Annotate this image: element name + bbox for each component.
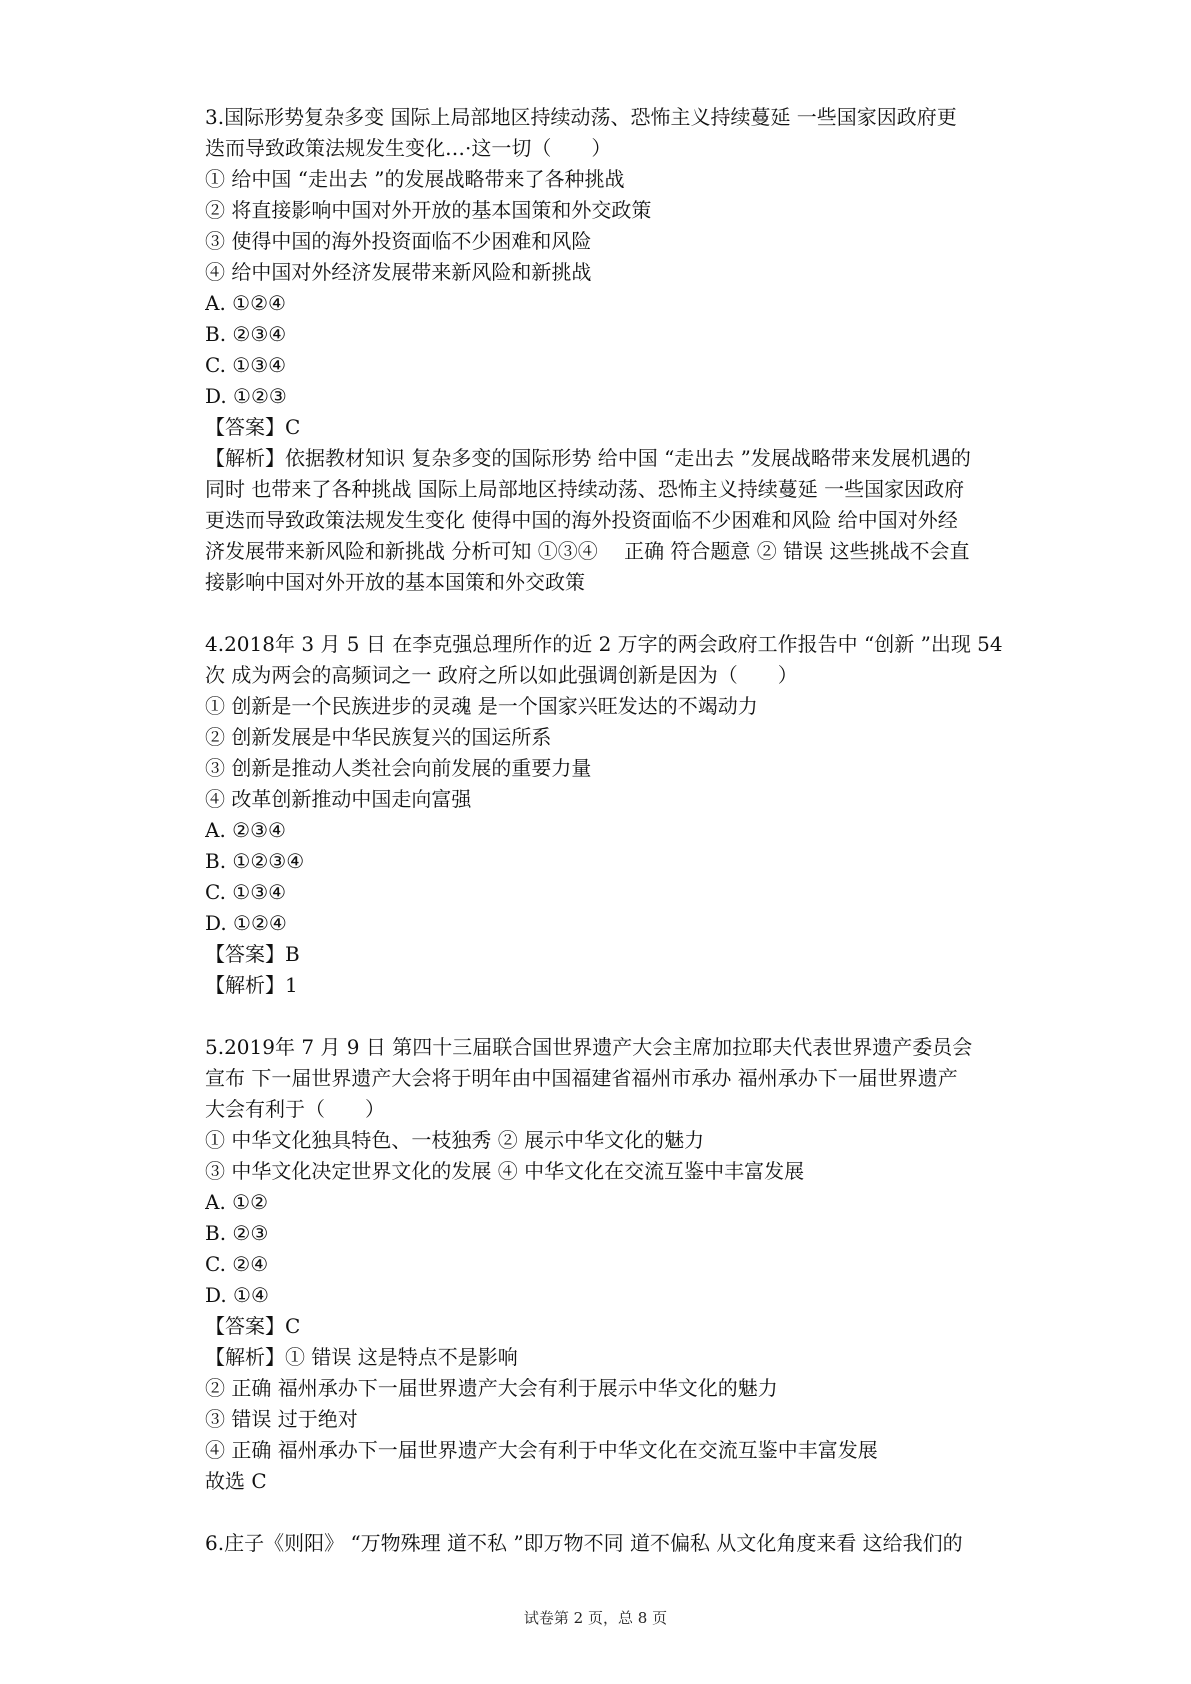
option-d: D. ①④: [205, 1283, 269, 1307]
statement: ④ 给中国对外经济发展带来新风险和新挑战: [205, 260, 592, 284]
analysis-line: 同时 也带来了各种挑战 国际上局部地区持续动荡、恐怖主义持续蔓延 一些国家因政府: [205, 477, 965, 501]
answer: 【答案】C: [205, 1314, 301, 1338]
option-c: C. ①③④: [205, 880, 287, 904]
option-c: C. ②④: [205, 1252, 269, 1276]
question-stem-line: 次 成为两会的高频词之一 政府之所以如此强调创新是因为（ ）: [205, 663, 798, 687]
analysis-line: 【解析】1: [205, 973, 298, 997]
question-stem-line: 5.2019年 7 月 9 日 第四十三届联合国世界遗产大会主席加拉耶夫代表世界遗产委员会: [205, 1035, 973, 1059]
analysis-line: 【解析】① 错误 这是特点不是影响: [205, 1345, 518, 1369]
statement: ① 中华文化独具特色、一枝独秀 ② 展示中华文化的魅力: [205, 1128, 705, 1152]
statement: ② 将直接影响中国对外开放的基本国策和外交政策: [205, 198, 652, 222]
page-content: [205, 102, 1005, 1559]
option-d: D. ①②④: [205, 911, 287, 935]
question-4: [205, 629, 1005, 1001]
question-stem-line: 4.2018年 3 月 5 日 在李克强总理所作的近 2 万字的两会政府工作报告中 “创新 ”出现 54: [205, 632, 1003, 656]
statement: ④ 改革创新推动中国走向富强: [205, 787, 472, 811]
question-3: [205, 102, 1005, 598]
spacer: [205, 1001, 1005, 1032]
option-a: A. ①②④: [205, 291, 286, 315]
analysis-line: ④ 正确 福州承办下一届世界遗产大会有利于中华文化在交流互鉴中丰富发展: [205, 1438, 878, 1462]
question-stem-line: 迭而导致政策法规发生变化…·这一切（ ）: [205, 136, 612, 160]
question-6: [205, 1528, 1005, 1559]
statement: ① 给中国 “走出去 ”的发展战略带来了各种挑战: [205, 167, 625, 191]
statement: ③ 中华文化决定世界文化的发展 ④ 中华文化在交流互鉴中丰富发展: [205, 1159, 805, 1183]
analysis-line: ③ 错误 过于绝对: [205, 1407, 358, 1431]
option-b: B. ②③: [205, 1221, 269, 1245]
statement: ③ 使得中国的海外投资面临不少困难和风险: [205, 229, 592, 253]
spacer: [205, 598, 1005, 629]
answer: 【答案】C: [205, 415, 301, 439]
option-c: C. ①③④: [205, 353, 287, 377]
option-b: B. ①②③④: [205, 849, 305, 873]
question-stem-line: 3.国际形势复杂多变 国际上局部地区持续动荡、恐怖主义持续蔓延 一些国家因政府更: [205, 105, 957, 129]
analysis-line: 故选 C: [205, 1469, 267, 1493]
option-a: A. ①②: [205, 1190, 269, 1214]
option-d: D. ①②③: [205, 384, 287, 408]
spacer: [205, 1497, 1005, 1528]
analysis-line: ② 正确 福州承办下一届世界遗产大会有利于展示中华文化的魅力: [205, 1376, 778, 1400]
statement: ① 创新是一个民族进步的灵魂 是一个国家兴旺发达的不竭动力: [205, 694, 758, 718]
statement: ③ 创新是推动人类社会向前发展的重要力量: [205, 756, 592, 780]
question-5: [205, 1032, 1005, 1497]
analysis-line: 【解析】依据教材知识 复杂多变的国际形势 给中国 “走出去 ”发展战略带来发展机遇的: [205, 446, 971, 470]
analysis-line: 济发展带来新风险和新挑战 分析可知 ①③④ 正确 符合题意 ② 错误 这些挑战不会直: [205, 539, 970, 563]
answer: 【答案】B: [205, 942, 300, 966]
statement: ② 创新发展是中华民族复兴的国运所系: [205, 725, 552, 749]
page-footer: 试卷第 2 页，总 8 页: [523, 1609, 668, 1627]
analysis-line: 接影响中国对外开放的基本国策和外交政策: [205, 570, 585, 594]
question-stem-line: 大会有利于（ ）: [205, 1097, 385, 1121]
question-stem-line: 宣布 下一届世界遗产大会将于明年由中国福建省福州市承办 福州承办下一届世界遗产: [205, 1066, 958, 1090]
option-b: B. ②③④: [205, 322, 287, 346]
option-a: A. ②③④: [205, 818, 286, 842]
analysis-line: 更迭而导致政策法规发生变化 使得中国的海外投资面临不少困难和风险 给中国对外经: [205, 508, 958, 532]
question-stem-line: 6.庄子《则阳》 “万物殊理 道不私 ”即万物不同 道不偏私 从文化角度来看 这给我们的: [205, 1531, 963, 1555]
